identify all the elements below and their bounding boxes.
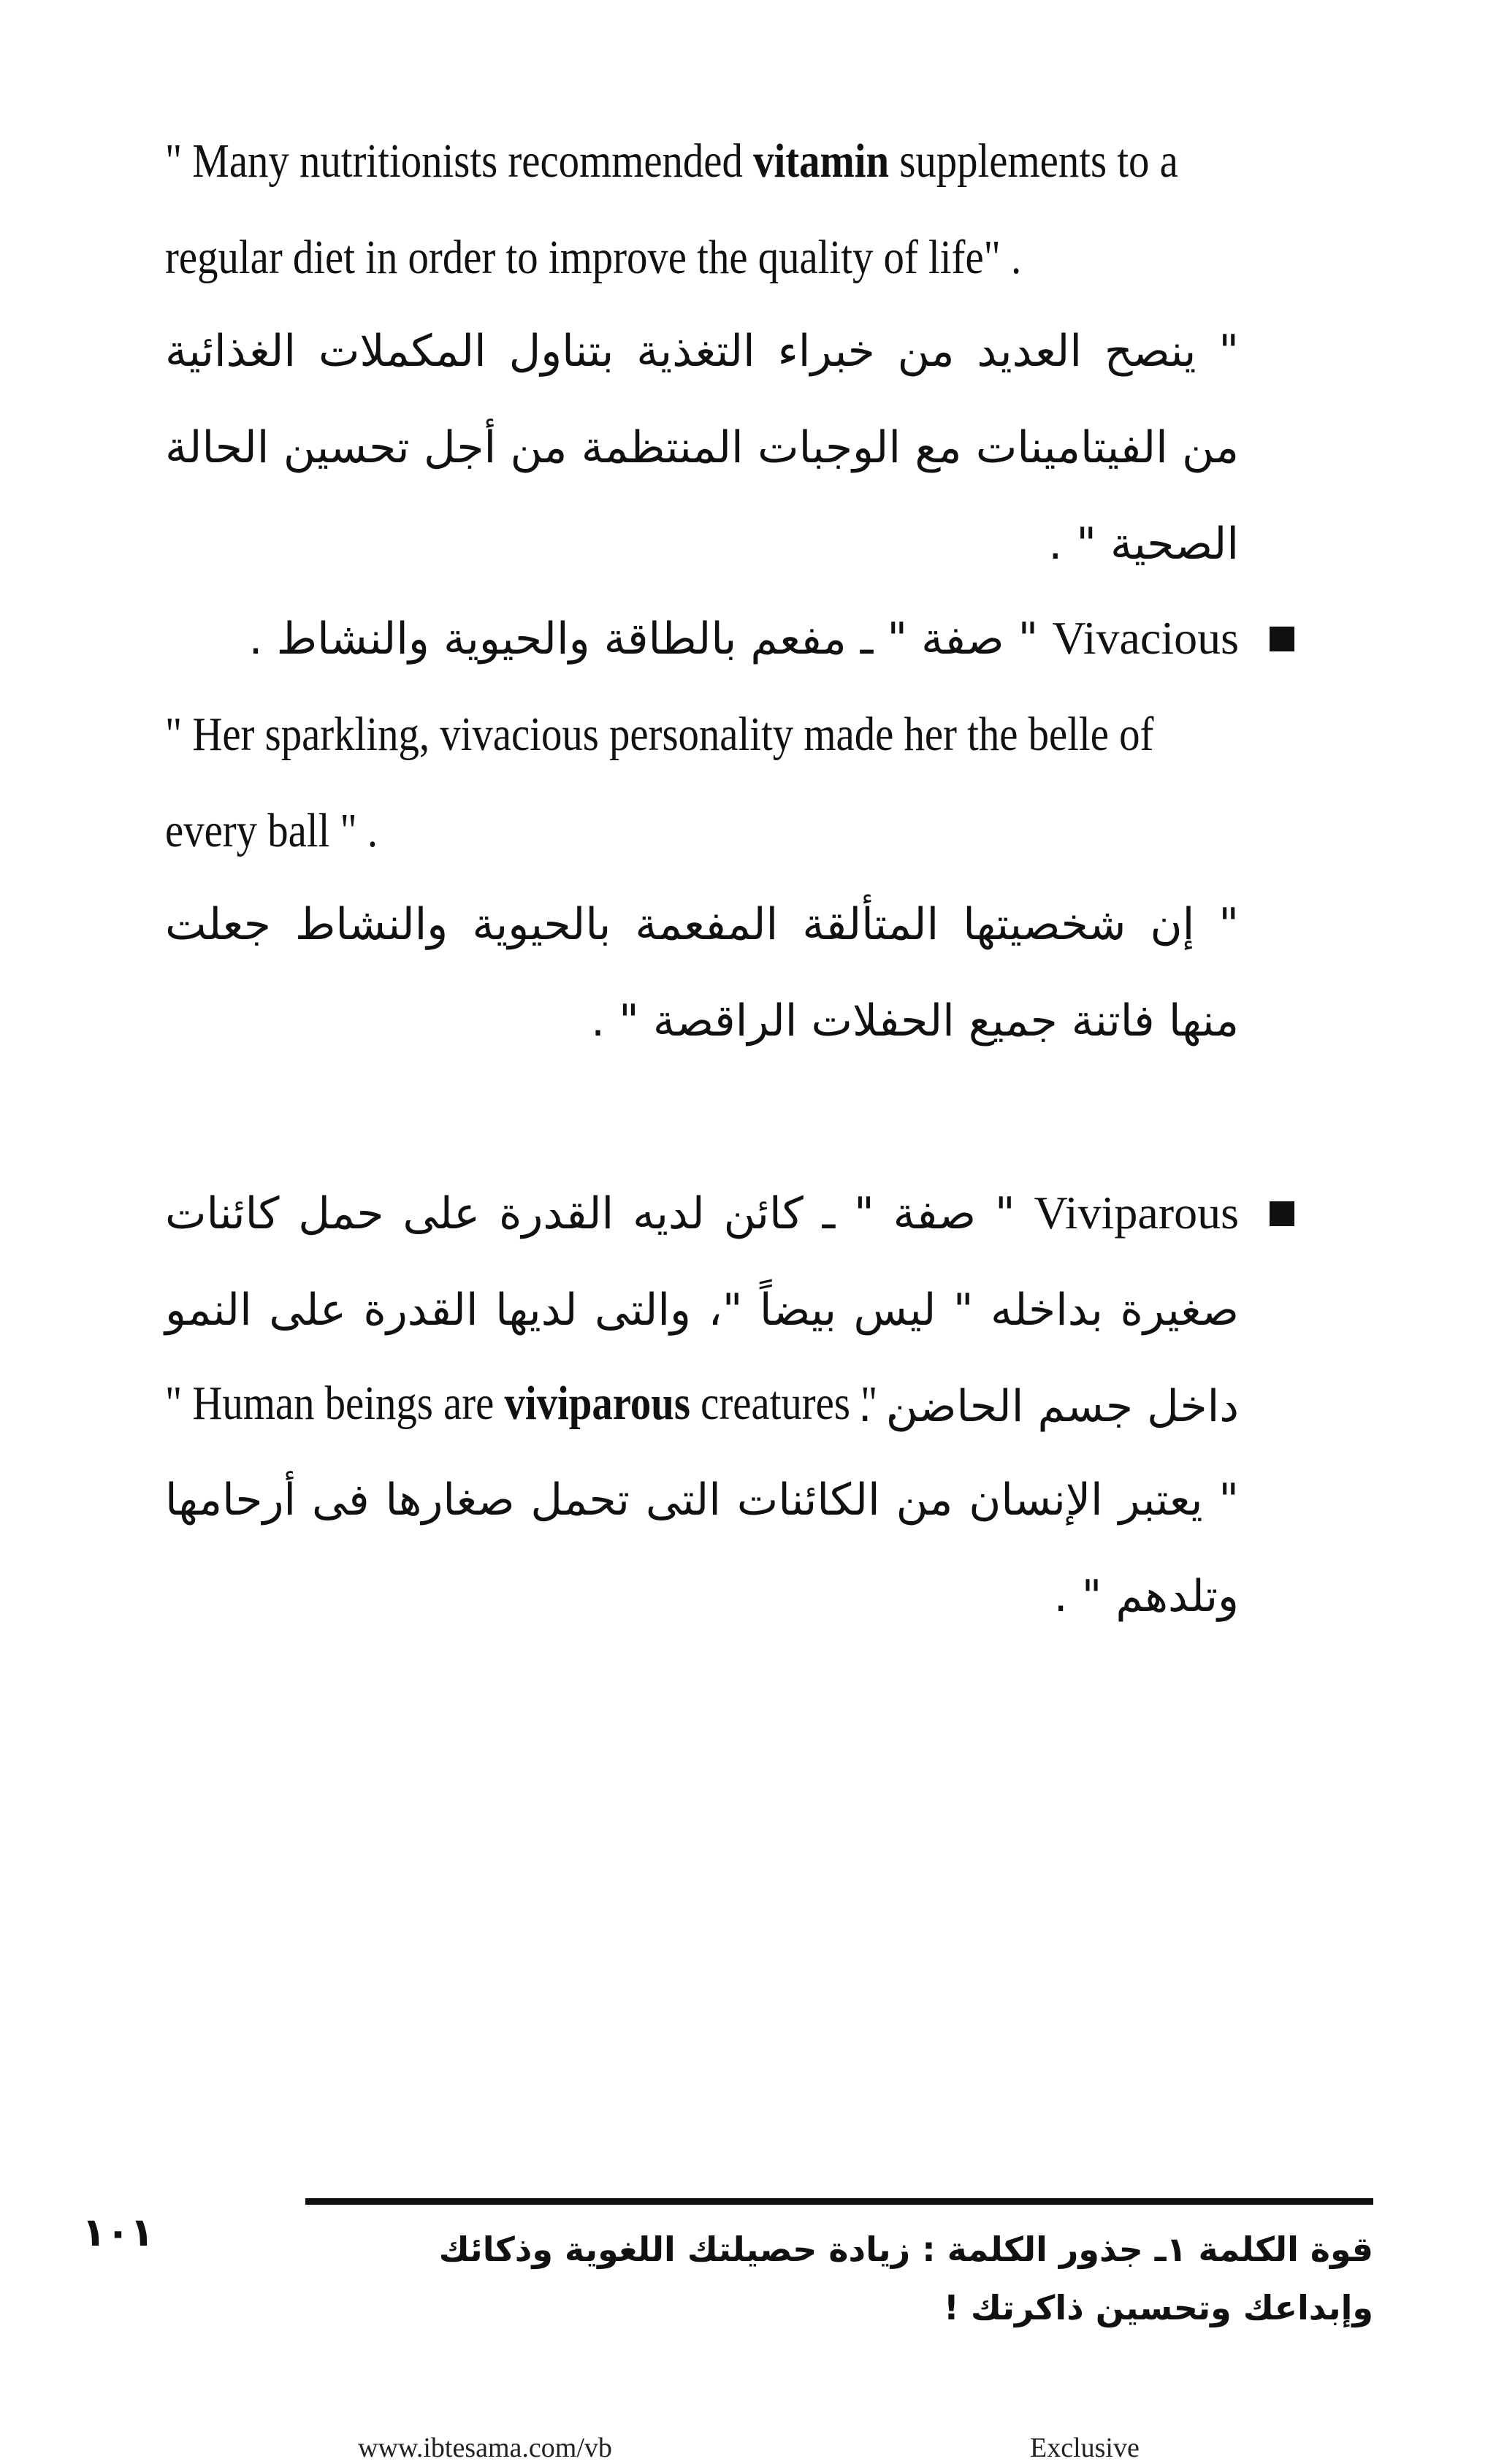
viviparous-example-en-after: creatures " .	[690, 1377, 898, 1430]
footer-book-title: قوة الكلمة ١ـ جذور الكلمة : زيادة حصيلتك اللغوية وذكائك وإبداعك وتحسين ذاكرتك !	[438, 2230, 1373, 2327]
vivacious-headword: Vivacious	[1052, 612, 1239, 664]
page-number: ١٠١	[82, 2209, 154, 2255]
vitamin-keyword: vitamin	[753, 134, 890, 188]
viviparous-headword: Viviparous	[1034, 1187, 1240, 1239]
vivacious-example-en: " Her sparkling, vivacious personality made her the belle of every ball " .	[165, 708, 1154, 857]
vitamin-example-en-after: supplements to a regular diet in order to improve the quality of life" .	[165, 134, 1178, 284]
source-website: www.ibtesama.com/vb	[358, 2433, 612, 2463]
vitamin-example-en	[165, 113, 1233, 306]
viviparous-example-en-before: " Human beings are	[165, 1377, 505, 1430]
bullet-square-icon	[1270, 627, 1294, 651]
footer-divider	[305, 2198, 1373, 2205]
bullet-square-icon	[1270, 1201, 1294, 1226]
viviparous-example-en	[165, 1355, 1233, 1452]
viviparous-example-ar: " يعتبر الإنسان من الكائنات التى تحمل صغارها فى أرحامها وتلدهم " .	[165, 1474, 1239, 1622]
vivacious-definition: " صفة " ـ مفعم بالطاقة والحيوية والنشاط .	[248, 613, 1039, 665]
viviparous-keyword: viviparous	[504, 1377, 690, 1430]
viviparous-definition: " صفة " ـ كائن لديه القدرة على حمل كائنات صغيرة بداخله " ليس بيضاً "، والتى لديها القدرة على النمو داخل جسم الحاضن .	[165, 1188, 1239, 1432]
exclusive-label: Exclusive	[1030, 2433, 1140, 2463]
vitamin-example-ar: " ينصح العديد من خبراء التغذية بتناول المكملات الغذائية من الفيتامينات مع الوجبات المنتظمة من أجل تحسين الحالة الصحية " .	[165, 326, 1239, 570]
vitamin-example-en-before: " Many nutritionists recommended	[165, 134, 754, 188]
vivacious-entry	[165, 590, 1290, 687]
vivacious-example-ar: " إن شخصيتها المتألقة المفعمة بالحيوية والنشاط جعلت منها فاتنة جميع الحفلات الراقصة " .	[165, 899, 1239, 1047]
